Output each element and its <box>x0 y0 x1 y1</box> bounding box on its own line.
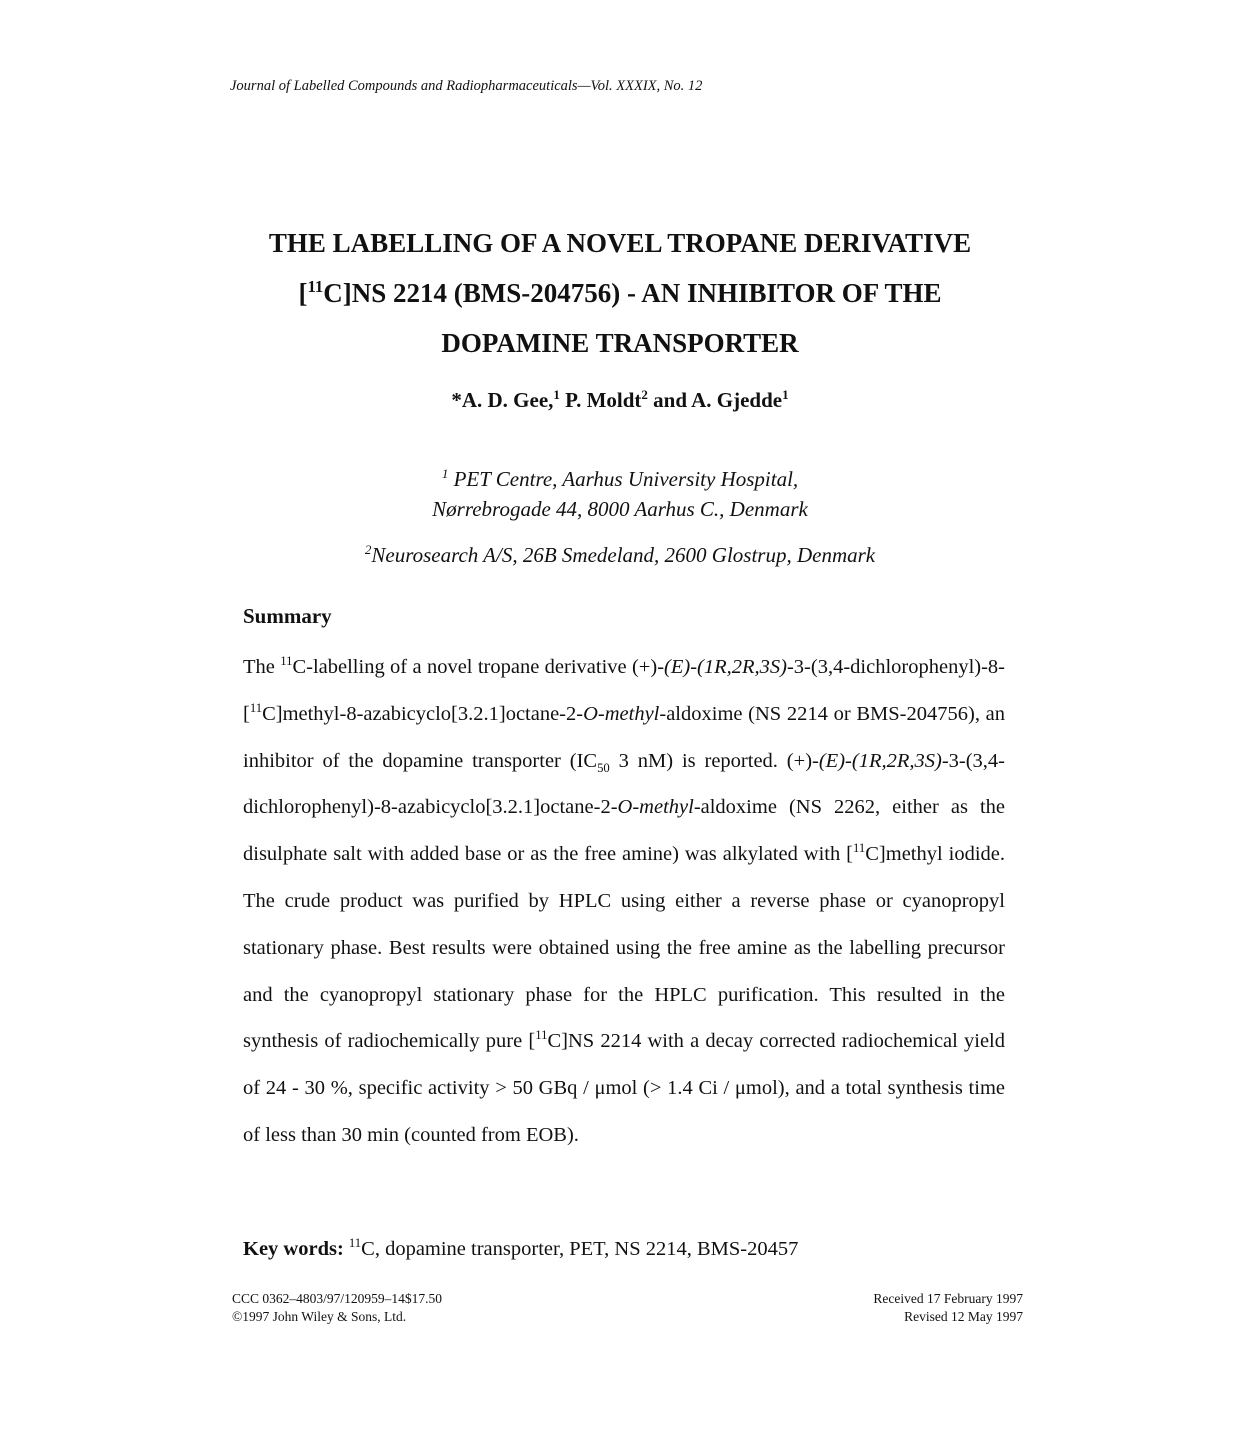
summary-text: The <box>243 656 281 678</box>
affiliation-1-line-1 <box>180 464 1060 494</box>
affiliation-2-marker: 2 <box>364 542 372 557</box>
keywords-text: C, dopamine transporter, PET, NS 2214, BMS-20457 <box>361 1238 799 1260</box>
stereo-descriptor: (E)-(1R,2R,3S) <box>818 749 942 772</box>
summary-text: C]methyl-8-azabicyclo[3.2.1]octane-2- <box>262 702 584 725</box>
summary-heading: Summary <box>243 604 332 628</box>
italic-term: O-methyl <box>617 796 694 819</box>
author-gjedde: and A. Gjedde <box>647 388 783 412</box>
stereo-descriptor: (E)-(1R,2R,3S) <box>664 656 787 678</box>
summary-text: -aldoxime (NS 2262, either as the disulphate salt with added base or as the free amine) was alkylated with [ <box>243 796 1005 866</box>
summary-text: C]methyl iodide. The crude product was purified by HPLC using either a reverse phase or cyanopropyl stationary phase. Best results were obtained using the free amine as the labelling precursor and the cyanopropyl stationary phase for the HPLC purification. This resulted in the synthesis of radiochemically pure [ <box>243 843 1005 1053</box>
author-moldt-affil: 2 <box>641 387 648 402</box>
summary-paragraph <box>243 644 1005 1159</box>
author-gee: *A. D. Gee, <box>451 388 554 412</box>
title-bracket: [ <box>298 278 308 308</box>
received-date: Received 17 February 1997 <box>873 1291 1023 1306</box>
isotope-superscript: 11 <box>280 654 293 669</box>
footer-right <box>873 1290 1023 1326</box>
affiliation-1-marker: 1 <box>441 466 449 481</box>
author-gjedde-affil: 1 <box>782 387 789 402</box>
affiliation-1-name: PET Centre, Aarhus University Hospital, <box>448 467 799 491</box>
author-list <box>180 388 1060 413</box>
revised-date: Revised 12 May 1997 <box>904 1309 1023 1324</box>
summary-text: 3 nM) is reported. (+)- <box>609 749 819 772</box>
affiliation-1-line-2: Nørrebrogade 44, 8000 Aarhus C., Denmark <box>432 497 808 521</box>
ic50-subscript: 50 <box>597 760 610 775</box>
summary-text: -3-(3,4-dichlorophenyl)-8-[ <box>243 656 1006 725</box>
italic-term: O-methyl <box>583 702 660 725</box>
summary-text: C]NS 2214 with a decay corrected radiochemical yield of 24 - 30 %, specific activity > 50 GBq / μmol (> 1.4 Ci / μmol), and a total synthesis time of less than 30 min (counted from EOB). <box>243 1030 1005 1146</box>
affiliation-1 <box>180 464 1060 524</box>
footer-left <box>232 1290 442 1326</box>
isotope-superscript: 11 <box>249 700 263 715</box>
title-line-2-text: C]NS 2214 (BMS-204756) - AN INHIBITOR OF THE <box>323 278 942 308</box>
affiliation-2-text: Neurosearch A/S, 26B Smedeland, 2600 Glostrup, Denmark <box>371 543 876 567</box>
author-gee-affil: 1 <box>553 387 560 402</box>
summary-text: -3-(3,4-dichlorophenyl)-8-azabicyclo[3.2.1]octane-2- <box>243 749 1005 819</box>
title-line-2 <box>180 268 1060 318</box>
summary-text: C-labelling of a novel tropane derivative (+)- <box>292 656 665 678</box>
running-head: Journal of Labelled Compounds and Radiopharmaceuticals—Vol. XXXIX, No. 12 <box>230 78 703 94</box>
affiliation-2 <box>180 540 1060 570</box>
copyright: ©1997 John Wiley & Sons, Ltd. <box>232 1309 407 1324</box>
author-moldt: P. Moldt <box>559 388 642 412</box>
keywords-isotope-superscript: 11 <box>348 1236 362 1251</box>
keywords-label: Key words: <box>243 1238 344 1260</box>
article-title <box>180 218 1060 368</box>
title-line-3: DOPAMINE TRANSPORTER <box>441 328 799 358</box>
title-isotope-superscript: 11 <box>307 277 324 296</box>
summary-text: -aldoxime (NS 2214 or BMS-204756), an inhibitor of the dopamine transporter (IC <box>243 702 1005 772</box>
title-line-1: THE LABELLING OF A NOVEL TROPANE DERIVATIVE <box>268 228 972 258</box>
ccc-code: CCC 0362–4803/97/120959–14$17.50 <box>232 1291 443 1306</box>
keywords <box>243 1238 798 1261</box>
isotope-superscript: 11 <box>853 841 866 856</box>
isotope-superscript: 11 <box>535 1028 548 1043</box>
